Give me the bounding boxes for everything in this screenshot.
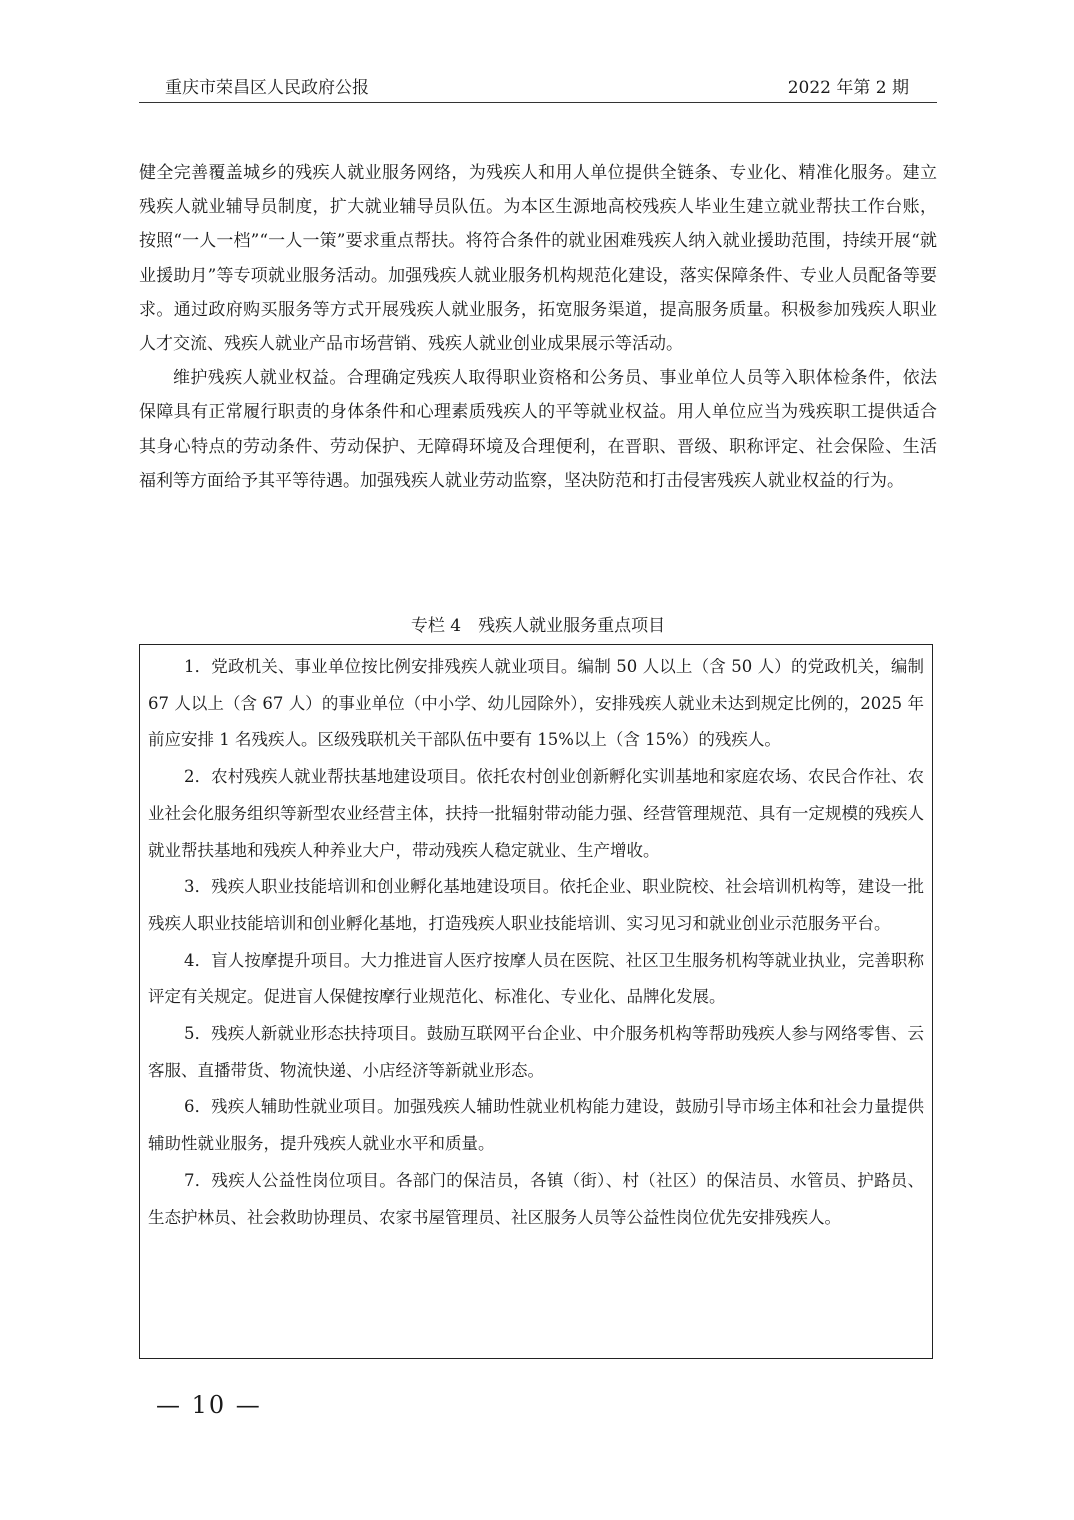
project-item-7: 7．残疾人公益性岗位项目。各部门的保洁员，各镇（街）、村（社区）的保洁员、水管员、护路员、生态护林员、社会救助协理员、农家书屋管理员、社区服务人员等公益性岗位优先安排残疾人。 [148, 1170, 924, 1227]
body-text [139, 156, 937, 498]
paragraph-employment-services: 健全完善覆盖城乡的残疾人就业服务网络，为残疾人和用人单位提供全链条、专业化、精准化服务。建立残疾人就业辅导员制度，扩大就业辅导员队伍。为本区生源地高校残疾人毕业生建立就业帮扶工作台账，按照“一人一档”“一人一策”要求重点帮扶。将符合条件的就业困难残疾人纳入就业援助范围，持续开展“就业援助月”等专项就业服务活动。加强残疾人就业服务机构规范化建设，落实保障条件、专业人员配备等要求。通过政府购买服务等方式开展残疾人就业服务，拓宽服务渠道，提高服务质量。积极参加残疾人职业人才交流、残疾人就业产品市场营销、残疾人就业创业成果展示等活动。 [139, 163, 937, 355]
publication-title: 重庆市荣昌区人民政府公报 [165, 78, 369, 98]
issue-number: 2022 年第 2 期 [787, 78, 909, 98]
project-item-1: 1．党政机关、事业单位按比例安排残疾人就业项目。编制 50 人以上（含 50 人）的党政机关，编制 67 人以上（含 67 人）的事业单位（中小学、幼儿园除外），安排残疾人就业未达到规定比例的，2025 年前应安排 1 名残疾人。区级残联机关干部队伍中要有 15%以上（含 15%）的残疾人。 [148, 657, 924, 750]
project-item-3: 3．残疾人职业技能培训和创业孵化基地建设项目。依托企业、职业院校、社会培训机构等，建设一批残疾人职业技能培训和创业孵化基地，打造残疾人职业技能培训、实习见习和就业创业示范服务平台。 [148, 877, 924, 933]
project-item-2: 2．农村残疾人就业帮扶基地建设项目。依托农村创业创新孵化实训基地和家庭农场、农民合作社、农业社会化服务组织等新型农业经营主体，扶持一批辐射带动能力强、经营管理规范、具有一定规模的残疾人就业帮扶基地和残疾人种养业大户，带动残疾人稳定就业、生产增收。 [148, 767, 924, 860]
box-title: 专栏 4 残疾人就业服务重点项目 [410, 616, 666, 636]
project-item-6: 6．残疾人辅助性就业项目。加强残疾人辅助性就业机构能力建设，鼓励引导市场主体和社会力量提供辅助性就业服务，提升残疾人就业水平和质量。 [148, 1097, 924, 1154]
project-item-4: 4．盲人按摩提升项目。大力推进盲人医疗按摩人员在医院、社区卫生服务机构等就业执业，完善职称评定有关规定。促进盲人保健按摩行业规范化、标准化、专业化、品牌化发展。 [148, 950, 924, 1007]
key-projects-box [139, 644, 933, 1359]
page-number: — 10 — [156, 1391, 262, 1419]
page-header [139, 76, 937, 103]
paragraph-employment-rights: 维护残疾人就业权益。合理确定残疾人取得职业资格和公务员、事业单位人员等入职体检条件，依法保障具有正常履行职责的身体条件和心理素质残疾人的平等就业权益。用人单位应当为残疾职工提供适合其身心特点的劳动条件、劳动保护、无障碍环境及合理便利，在晋职、晋级、职称评定、社会保险、生活福利等方面给予其平等待遇。加强残疾人就业劳动监察，坚决防范和打击侵害残疾人就业权益的行为。 [139, 368, 937, 491]
project-item-5: 5．残疾人新就业形态扶持项目。鼓励互联网平台企业、中介服务机构等帮助残疾人参与网络零售、云客服、直播带货、物流快递、小店经济等新就业形态。 [148, 1024, 924, 1080]
